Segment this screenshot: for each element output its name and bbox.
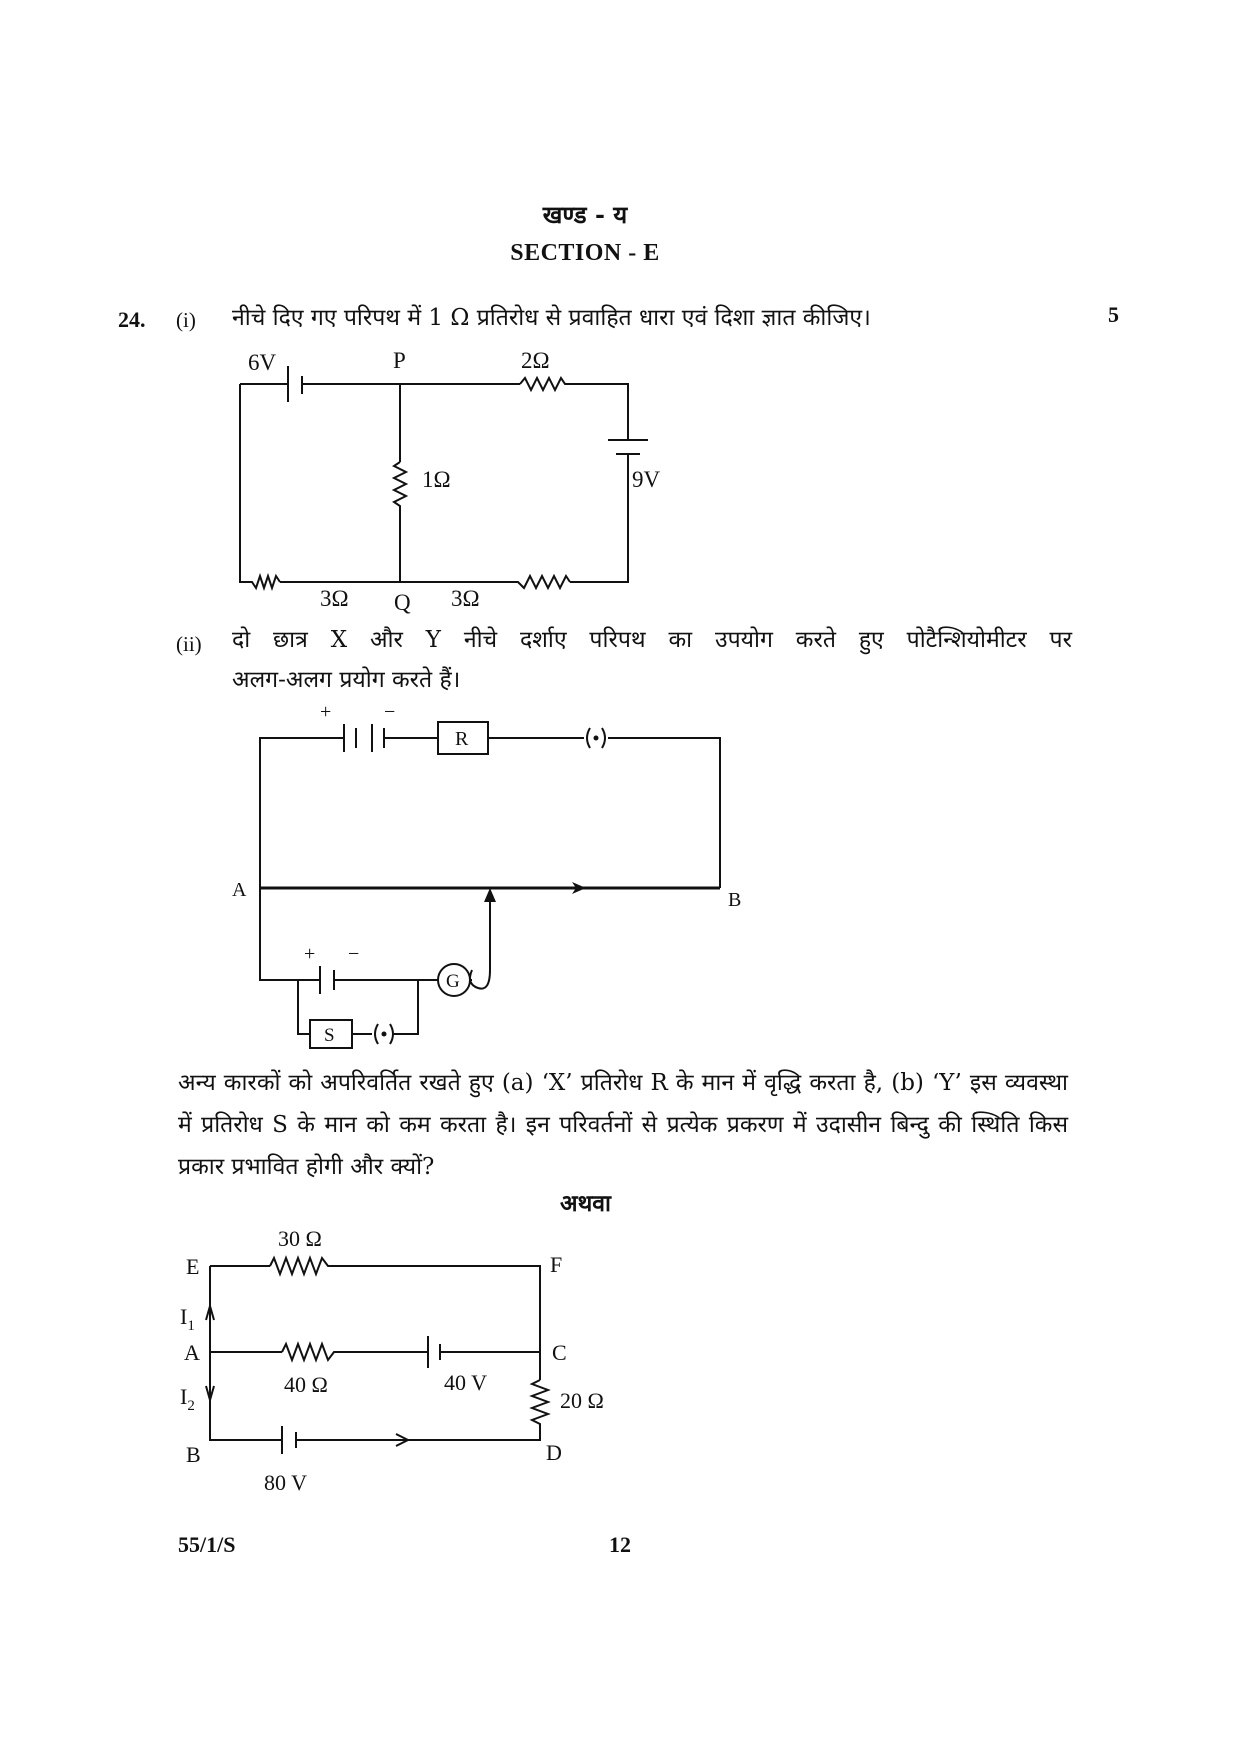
- c1-resistor-1ohm-label: 1Ω: [422, 467, 451, 492]
- circuit-2-wires: [260, 722, 720, 1048]
- circuit-3-wires: [206, 1258, 548, 1454]
- c2-plus-sign: +: [320, 701, 332, 723]
- c1-resistor-3ohm-left-label: 3Ω: [320, 586, 349, 611]
- part-i-text: नीचे दिए गए परिपथ में 1 Ω प्रतिरोध से प्रवाहित धारा एवं दिशा ज्ञात कीजिए।: [232, 305, 871, 331]
- c2-plus-sign-2: +: [304, 943, 316, 965]
- c2-point-b-label: B: [728, 889, 742, 911]
- paper-code: 55/1/S: [178, 1532, 236, 1557]
- c1-resistor-2ohm-label: 2Ω: [521, 348, 550, 373]
- part-ii-text-line1: दो छात्र X और Y नीचे दर्शाए परिपथ का उपयोग करते हुए पोटैन्शियोमीटर पर: [232, 627, 1072, 653]
- c3-node-b-label: B: [186, 1442, 201, 1467]
- c3-battery-80v-label: 80 V: [264, 1470, 307, 1495]
- c2-minus-sign-2: −: [348, 943, 360, 965]
- section-title-english: SECTION - E: [510, 240, 660, 266]
- c2-resistor-s-label: S: [324, 1025, 335, 1046]
- c3-current-i1-label: $I_1$: [180, 1304, 195, 1334]
- c3-node-d-label: D: [546, 1440, 562, 1465]
- c1-battery-9v-label: 9V: [632, 467, 661, 492]
- question-number: 24.: [118, 307, 146, 332]
- c3-node-c-label: C: [552, 1340, 567, 1365]
- c3-battery-40v-label: 40 V: [444, 1370, 487, 1395]
- part-ii-label: (ii): [176, 632, 202, 656]
- c2-resistor-r-label: R: [455, 728, 469, 750]
- section-title-hindi: खण्ड - य: [542, 200, 628, 229]
- c1-node-q-label: Q: [394, 590, 411, 615]
- c3-resistor-40ohm-label: 40 Ω: [284, 1372, 328, 1397]
- c1-node-p-label: P: [393, 348, 406, 373]
- c3-node-f-label: F: [550, 1252, 563, 1277]
- c2-galvanometer-label: G: [446, 971, 460, 992]
- part-ii-paragraph: अन्य कारकों को अपरिवर्तित रखते हुए (a) ‘X’ प्रतिरोध R के मान में वृद्धि करता है, (b) ‘Y’ इस व्यवस्था में प्रतिरोध S के मान को कम करता है। इन परिवर्तनों से प्रत्येक प्रकरण में उदासीन बिन्दु की स्थिति किस प्रकार प्रभावित होगी और क्यों?: [178, 1070, 1068, 1180]
- c3-resistor-20ohm-label: 20 Ω: [560, 1388, 604, 1413]
- c3-resistor-30ohm-label: 30 Ω: [278, 1226, 322, 1251]
- c1-battery-6v-label: 6V: [248, 350, 277, 375]
- part-ii-text-line2: अलग-अलग प्रयोग करते हैं।: [232, 667, 461, 693]
- c2-point-a-label: A: [232, 879, 247, 901]
- c2-minus-sign: −: [384, 701, 396, 723]
- part-i-label: (i): [176, 308, 196, 332]
- c3-node-e-label: E: [186, 1254, 200, 1279]
- marks: 5: [1108, 302, 1119, 327]
- c3-current-i2-label: $I_2$: [180, 1384, 195, 1414]
- or-label: अथवा: [560, 1190, 612, 1217]
- c3-node-a-label: A: [184, 1340, 200, 1365]
- page-number: 12: [609, 1532, 631, 1557]
- c1-resistor-3ohm-right-label: 3Ω: [451, 586, 480, 611]
